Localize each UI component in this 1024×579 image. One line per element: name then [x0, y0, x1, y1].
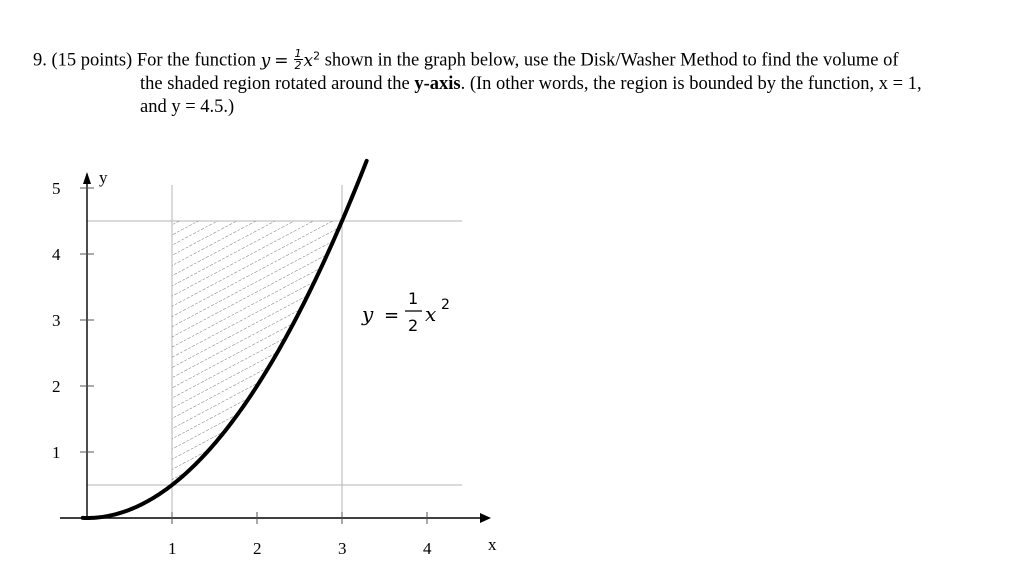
curve-label-var: x	[425, 302, 437, 326]
x-axis-label: x	[488, 535, 497, 554]
curve-label-num: 1	[408, 289, 419, 308]
problem-line-3: and y = 4.5.)	[140, 96, 235, 117]
x-tick-label-1: 1	[168, 539, 177, 558]
x-tick-label-2: 2	[253, 539, 262, 558]
y-axis-label: y	[99, 168, 108, 187]
function-fraction-den: 2	[294, 58, 302, 72]
problem-line2-bold: y-axis	[414, 73, 461, 94]
curve-label-lhs: y	[362, 302, 374, 326]
x-axis-arrow	[480, 513, 491, 523]
y-tick-label-2: 2	[52, 377, 61, 396]
problem-text-after: shown in the graph below, use the Disk/Washer Method to find the volume of	[324, 50, 899, 71]
problem-number: 9.	[33, 50, 47, 71]
problem-line2-after: . (In other words, the region is bounded by the function, x = 1,	[460, 73, 922, 94]
curve-label-exp: 2	[441, 297, 450, 313]
curve-label	[361, 289, 450, 335]
problem-text-before: For the function	[136, 50, 257, 71]
problem-points: (15 points)	[51, 50, 133, 71]
shaded-region	[172, 221, 342, 485]
problem-line2-before: the shaded region rotated around the	[140, 73, 410, 94]
function-var: x	[303, 50, 314, 71]
function-equals: =	[274, 50, 289, 71]
x-tick-label-4: 4	[423, 539, 432, 558]
y-tick-label-3: 3	[52, 311, 61, 330]
function-fraction-num: 1	[294, 46, 302, 60]
curve-label-den: 2	[408, 316, 419, 335]
y-tick-label-1: 1	[52, 443, 61, 462]
y-axis-arrow	[83, 172, 91, 184]
y-tick-label-5: 5	[52, 179, 61, 198]
function-exponent: 2	[313, 49, 321, 62]
curve-label-equals: =	[384, 305, 400, 326]
y-tick-label-4: 4	[52, 245, 61, 264]
x-tick-label-3: 3	[338, 539, 347, 558]
function-lhs: y	[260, 50, 271, 71]
